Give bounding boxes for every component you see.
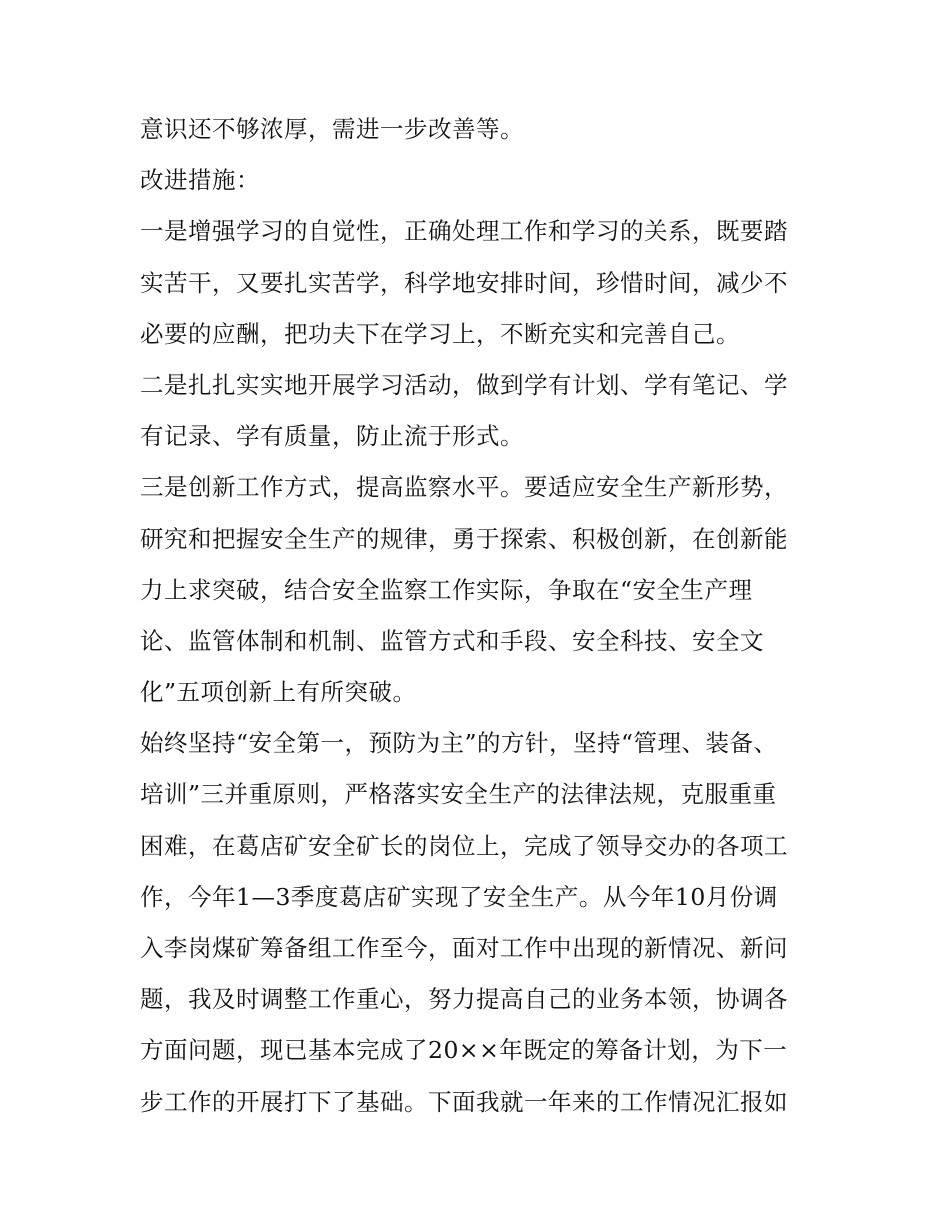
section-heading: 改进措施：: [140, 166, 260, 195]
text-line: 力上求突破，结合安全监察工作实际，争取在“安全生产理: [140, 575, 753, 604]
text-line: 培训”三并重原则，严格落实安全生产的法律法规，克服重重: [140, 780, 777, 809]
text-line: 研究和把握安全生产的规律，勇于探索、积极创新，在创新能: [140, 524, 788, 553]
text-line: 一是增强学习的自觉性，正确处理工作和学习的关系，既要踏: [140, 217, 788, 246]
text-line: 始终坚持“安全第一，预防为主”的方针，坚持“管理、装备、: [140, 729, 778, 758]
text-line: 意识还不够浓厚，需进一步改善等。: [140, 115, 524, 143]
text-line: 化”五项创新上有所突破。: [140, 678, 417, 707]
text-line: 步工作的开展打下了基础。下面我就一年来的工作情况汇报如: [140, 1087, 788, 1116]
text-line: 三是创新工作方式，提高监察水平。要适应安全生产新形势，: [140, 473, 788, 502]
text-line: 方面问题，现已基本完成了20××年既定的筹备计划，为下一: [140, 1036, 788, 1065]
text-line: 题，我及时调整工作重心，努力提高自己的业务本领，协调各: [140, 985, 788, 1014]
document-body: [140, 104, 820, 1128]
text-line: 二是扎扎实实地开展学习活动，做到学有计划、学有笔记、学: [140, 370, 788, 399]
text-line: 实苦干，又要扎实苦学，科学地安排时间，珍惜时间，减少不: [140, 268, 788, 297]
text-line: 作，今年1—3季度葛店矿实现了安全生产。从今年10月份调: [140, 882, 778, 911]
text-line: 入李岗煤矿筹备组工作至今，面对工作中出现的新情况、新问: [140, 934, 788, 962]
text-line: 困难，在葛店矿安全矿长的岗位上，完成了领导交办的各项工: [140, 831, 788, 860]
text-line: 有记录、学有质量，防止流于形式。: [140, 422, 524, 451]
text-line: 论、监管体制和机制、监管方式和手段、安全科技、安全文: [140, 626, 764, 655]
text-line: 必要的应酬，把功夫下在学习上，不断充实和完善自己。: [140, 319, 740, 348]
